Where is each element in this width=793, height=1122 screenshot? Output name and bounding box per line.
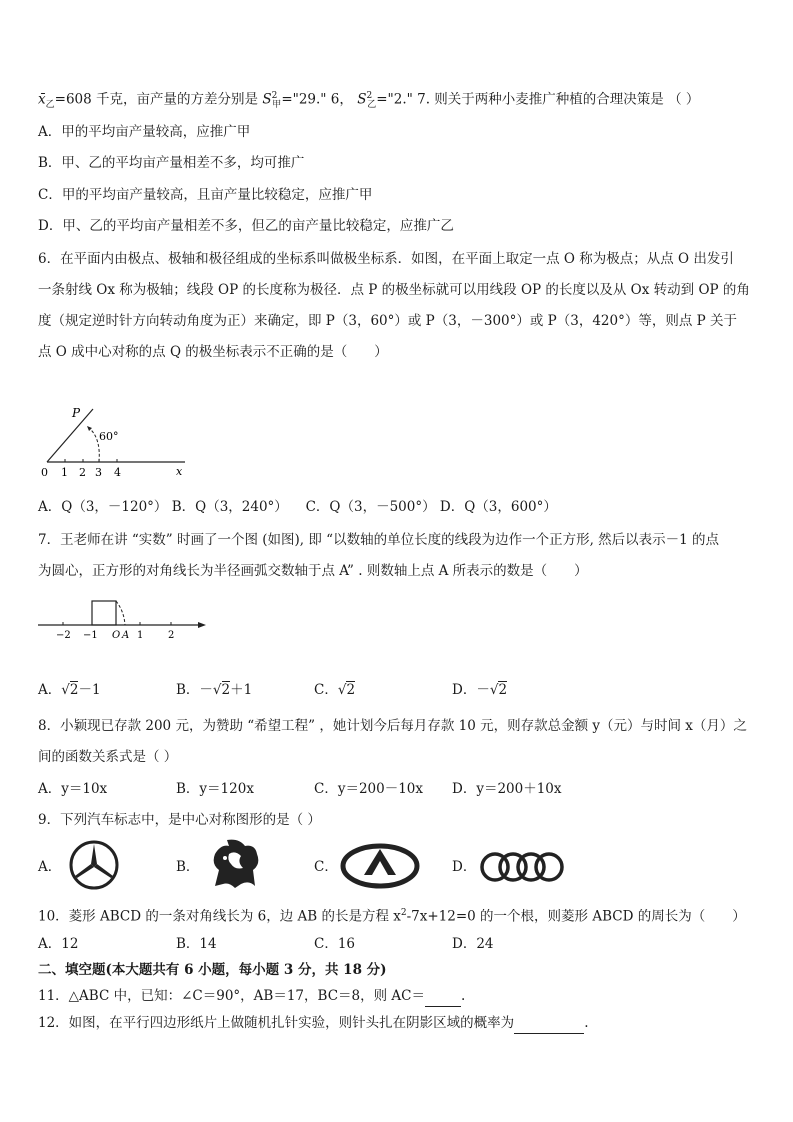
- audi-logo: [478, 849, 566, 885]
- section-heading: 二、填空题(本大题共有 6 小题，每小题 3 分，共 18 分): [38, 962, 387, 978]
- q8-option-d: D．y＝200＋10x: [452, 781, 562, 797]
- peugeot-logo: [205, 836, 265, 892]
- infiniti-logo: [340, 843, 420, 889]
- q6-line3: 度（规定逆时针方向转动角度为正）来确定，即 P（3，60°）或 P（3，－300°）或 P（3，420°）等，则点 P 关于: [38, 313, 738, 329]
- sqrt-icon: √: [337, 682, 347, 698]
- angle-label: 60°: [99, 430, 119, 443]
- sqrt-icon: √: [61, 682, 70, 698]
- q9-option-d-label: D．: [452, 859, 477, 875]
- mercedes-logo: [63, 840, 125, 890]
- q7-line2: 为圆心，正方形的对角线长为半径画弧交数轴于点 A” . 则数轴上点 A 所表示的数是（ ）: [38, 563, 588, 579]
- q7-number-line-figure: [36, 597, 211, 647]
- arrow-right-icon: [198, 622, 206, 628]
- q10-option-c: C．16: [314, 936, 356, 952]
- q9-line1: 9．下列汽车标志中，是中心对称图形的是（ ）: [38, 812, 321, 828]
- q6-line1: 6．在平面内由极点、极轴和极径组成的坐标系叫做极坐标系．如图，在平面上取定一点 O 称为极点；从点 O 出发引: [38, 251, 734, 267]
- q9-option-a-label: A．: [38, 859, 62, 875]
- q8-line2: 间的函数关系式是（ ）: [38, 749, 178, 765]
- q5-line1: $x̄_乙=608$ 千克，亩产量的方差分别是 $S^2_甲="29$." 6， $S^2_乙="2$." 7. 则关于两种小麦推广种植的合理决策是 （ ）: [38, 91, 700, 111]
- axis-x-label: x: [176, 465, 183, 478]
- q10-option-a: A．12: [38, 936, 79, 952]
- q7-line1: 7．王老师在讲 “实数” 时画了一个图 (如图), 即 “以数轴的单位长度的线段为边作一个正方形, 然后以表示－1 的点: [38, 532, 720, 548]
- q10-line1: 10．菱形 ABCD 的一条对角线长为 6，边 AB 的长是方程 $x^2-7x+12=0$ 的一个根，则菱形 ABCD 的周长为（ ）: [38, 908, 746, 925]
- q6-options: A．Q（3，－120°） B．Q（3，240°） C．Q（3，－500°） D．Q（3，600°）: [38, 499, 557, 515]
- q8-option-c: C．y＝200－10x: [314, 781, 424, 797]
- q11-line: 11．△ABC 中，已知：∠C＝90°，AB＝17，BC＝8，则 AC＝ .: [38, 986, 465, 1007]
- q8-option-a: A．y＝10x: [38, 781, 108, 797]
- tick-label-a: A: [122, 630, 130, 641]
- tick-label: −1: [83, 630, 98, 641]
- unit-square: [92, 601, 116, 625]
- q12-line: 12．如图，在平行四边形纸片上做随机扎针实验，则针头扎在阴影区域的概率为 .: [38, 1013, 588, 1034]
- point-p-label: P: [72, 406, 81, 420]
- angle-arc: [89, 428, 99, 462]
- q6-line4: 点 O 成中心对称的点 Q 的极坐标表示不正确的是（ ）: [38, 344, 388, 360]
- q6-line2: 一条射线 Ox 称为极轴；线段 OP 的长度称为极径．点 P 的极坐标就可以用线段 OP 的长度以及从 Ox 转动到 OP 的角: [38, 282, 750, 298]
- q8-line1: 8．小颖现已存款 200 元，为赞助 “希望工程” ，她计划今后每月存款 10 元，则存款总金额 y（元）与时间 x（月）之: [38, 718, 747, 734]
- tick-label: 2: [168, 630, 175, 641]
- sqrt-icon: √: [489, 682, 499, 698]
- q5-option-d: D．甲、乙的平均亩产量相差不多，但乙的亩产量比较稳定，应推广乙: [38, 218, 454, 234]
- ray-op: [47, 409, 93, 462]
- arc: [116, 601, 125, 625]
- q7-option-a: A．√2－1: [38, 682, 101, 698]
- tick-label: 2: [79, 466, 86, 479]
- tick-label: 1: [61, 466, 68, 479]
- q10-option-d: D．24: [452, 936, 494, 952]
- q7-option-b: B．－√2＋1: [176, 682, 253, 698]
- xbar-symbol: x̄: [38, 91, 46, 108]
- q9-option-b-label: B．: [176, 859, 200, 875]
- q10-option-b: B．14: [176, 936, 217, 952]
- answer-blank[interactable]: [514, 1013, 584, 1034]
- tick-label: 0: [41, 466, 48, 479]
- q5-option-b: B．甲、乙的平均亩产量相差不多，均可推广: [38, 155, 305, 171]
- q5-option-a: A．甲的平均亩产量较高，应推广甲: [38, 124, 251, 140]
- tick-label: 4: [114, 466, 121, 479]
- tick-label: 3: [95, 466, 102, 479]
- q6-polar-figure: [35, 395, 195, 485]
- q9-option-c-label: C．: [314, 859, 338, 875]
- tick-label-origin: O: [112, 630, 121, 641]
- sqrt-icon: √: [212, 682, 222, 698]
- q7-option-d: D．－√2: [452, 682, 508, 698]
- q7-option-c: C．√2: [314, 682, 356, 698]
- tick-label: −2: [56, 630, 71, 641]
- arrow-head-icon: [87, 426, 92, 431]
- q5-option-c: C．甲的平均亩产量较高，且亩产量比较稳定，应推广甲: [38, 187, 373, 203]
- answer-blank[interactable]: [425, 986, 461, 1007]
- q8-option-b: B．y＝120x: [176, 781, 254, 797]
- tick-label: 1: [137, 630, 144, 641]
